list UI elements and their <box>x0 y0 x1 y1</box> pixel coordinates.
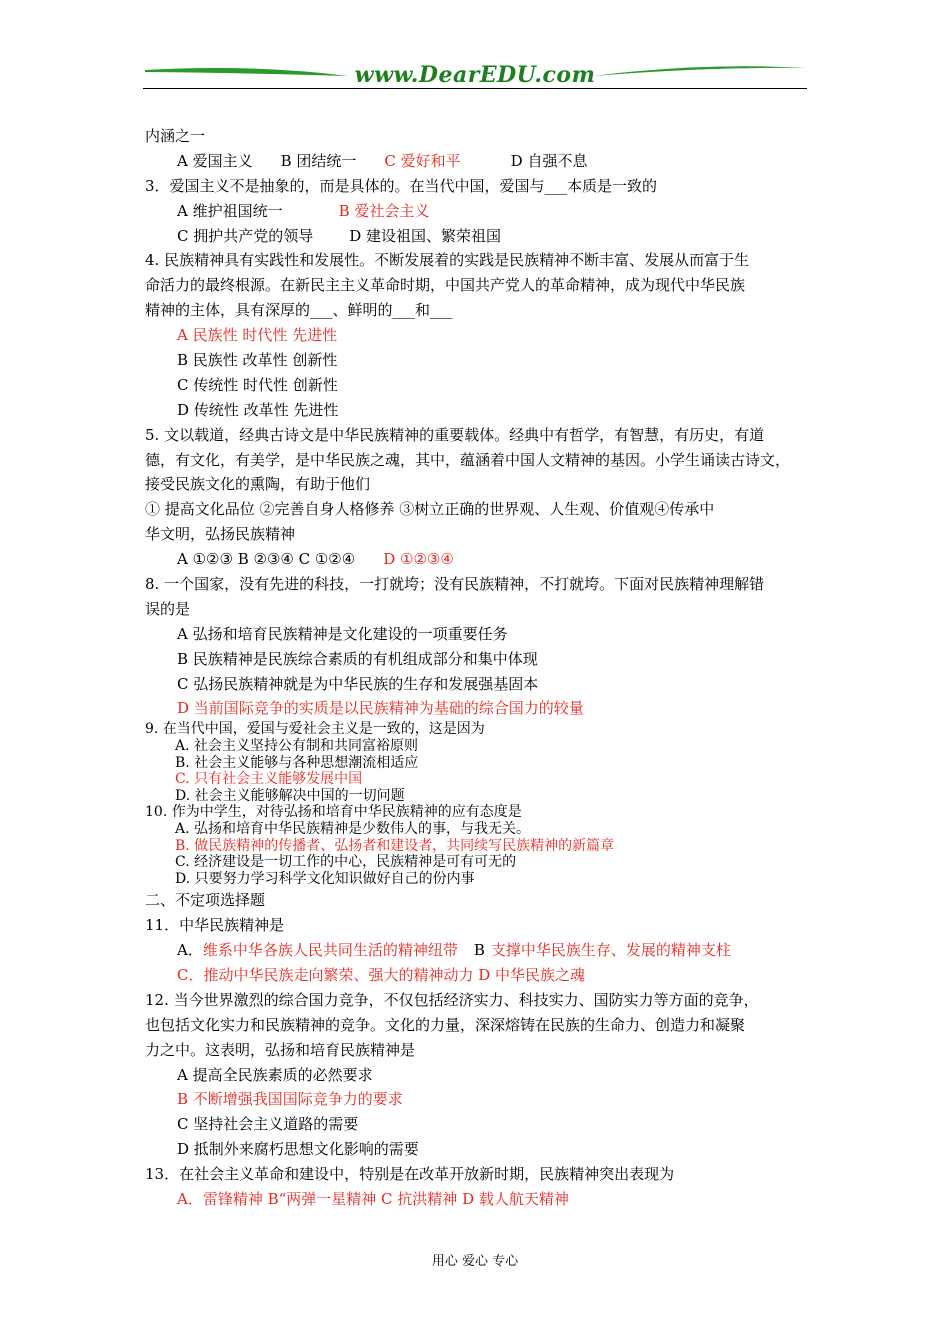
answer-option: D ①②③④ <box>383 550 454 569</box>
question-10: 10. 作为中学生，对待弘扬和培育中华民族精神的应有态度是 <box>145 804 522 821</box>
header-rule <box>143 88 807 89</box>
options-line <box>145 199 810 224</box>
option: A. 弘扬和培育中华民族精神是少数伟人的事，与我无关。 <box>175 820 531 837</box>
question-8: 8. 一个国家，没有先进的科技，一打就垮；没有民族精神，不打就垮。下面对民族精神理解错 <box>145 575 765 594</box>
text-line: 德，有文化，有美学，是中华民族之魂，其中，蕴涵着中国人文精神的基因。小学生诵读古诗文， <box>145 450 791 469</box>
options-line <box>145 224 810 249</box>
option: A ①②③ B ②③④ C ①②④ <box>177 550 356 569</box>
answer-option: 维系中华各族人民共同生活的精神纽带 <box>202 941 458 960</box>
option: C 坚持社会主义道路的需要 <box>177 1115 359 1134</box>
section-heading: 二、不定项选择题 <box>145 891 266 910</box>
text-line: 也包括文化实力和民族精神的竞争。文化的力量，深深熔铸在民族的生命力、创造力和凝聚 <box>145 1015 746 1034</box>
option: B 民族精神是民族综合素质的有机组成部分和集中体现 <box>177 649 538 668</box>
option: D 建设祖国、繁荣祖国 <box>349 226 502 245</box>
option: A 提高全民族素质的必然要求 <box>177 1065 373 1084</box>
option: A. 社会主义坚持公有制和共同富裕原则 <box>175 737 419 754</box>
option-letter: A． <box>177 941 203 960</box>
answer-option: A 民族性 时代性 先进性 <box>177 326 338 345</box>
question-12: 12. 当今世界激烈的综合国力竞争，不仅包括经济实力、科技实力、国防实力等方面的竞争， <box>145 990 759 1009</box>
text-line: 接受民族文化的熏陶，有助于他们 <box>145 475 371 494</box>
text-line: 力之中。这表明，弘扬和培育民族精神是 <box>145 1040 416 1059</box>
question-5: 5. 文以载道，经典古诗文是中华民族精神的重要载体。经典中有哲学，有智慧，有历史，有道 <box>145 425 765 444</box>
answer-option: B 爱社会主义 <box>338 201 430 220</box>
answer-option: C．推动中华民族走向繁荣、强大的精神动力 D 中华民族之魂 <box>177 965 586 984</box>
text-line: 内涵之一 <box>145 127 206 145</box>
option: D 传统性 改革性 先进性 <box>177 400 339 419</box>
question-4: 4. 民族精神具有实践性和发展性。不断发展着的实践是民族精神不断丰富、发展从而富于生 <box>145 251 750 270</box>
question-9: 9. 在当代中国，爱国与爱社会主义是一致的，这是因为 <box>145 721 485 738</box>
answer-option: 支撑中华民族生存、发展的精神支柱 <box>490 941 731 960</box>
option: D. 社会主义能够解决中国的一切问题 <box>175 787 405 804</box>
option: A 爱国主义 <box>177 151 253 170</box>
option: A 维护祖国统一 <box>177 201 283 220</box>
page-header <box>143 60 807 92</box>
question-3: 3．爱国主义不是抽象的，而是具体的。在当代中国，爱国与___本质是一致的 <box>145 176 658 195</box>
text-line: ① 提高文化品位 ②完善自身人格修养 ③树立正确的世界观、人生观、价值观④传承中 <box>145 500 715 519</box>
option: D 抵制外来腐朽思想文化影响的需要 <box>177 1140 419 1159</box>
options-line <box>145 547 810 572</box>
answer-option: C. 只有社会主义能够发展中国 <box>175 771 363 788</box>
options-line <box>145 938 810 963</box>
option-letter: B <box>473 941 485 960</box>
text-line: 命活力的最终根源。在新民主主义革命时期，中国共产党人的革命精神，成为现代中华民族 <box>145 276 746 295</box>
option: B 民族性 改革性 创新性 <box>177 351 338 370</box>
question-13: 13．在社会主义革命和建设中，特别是在改革开放新时期，民族精神突出表现为 <box>145 1165 675 1184</box>
page-footer: 用心 爱心 专心 <box>431 1254 519 1269</box>
document-body <box>145 124 810 1212</box>
question-11: 11．中华民族精神是 <box>145 916 285 935</box>
option: C 传统性 时代性 创新性 <box>177 375 338 394</box>
options-line <box>145 149 810 174</box>
option: B 团结统一 <box>280 151 357 170</box>
option: A 弘扬和培育民族精神是文化建设的一项重要任务 <box>177 624 508 643</box>
text-line: 华文明，弘扬民族精神 <box>145 525 296 544</box>
option: D 自强不息 <box>510 151 588 170</box>
text-line: 精神的主体，具有深厚的___、鲜明的___和___ <box>145 301 453 320</box>
option: B. 社会主义能够与各种思想潮流相适应 <box>175 754 419 771</box>
option: D. 只要努力学习科学文化知识做好自己的份内事 <box>175 870 475 887</box>
option: C. 经济建设是一切工作的中心，民族精神是可有可无的 <box>175 854 517 871</box>
option: C 拥护共产党的领导 <box>177 226 314 245</box>
answer-option: B 不断增强我国国际竞争力的要求 <box>177 1090 403 1109</box>
answer-option: D 当前国际竞争的实质是以民族精神为基础的综合国力的较量 <box>177 699 584 718</box>
site-logo[interactable]: www.DearEDU.com <box>354 62 596 88</box>
option: C 弘扬民族精神就是为中华民族的生存和发展强基固本 <box>177 674 539 693</box>
answer-option: A．雷锋精神 B“两弹一星精神 C 抗洪精神 D 载人航天精神 <box>177 1190 569 1208</box>
answer-option: C 爱好和平 <box>384 151 461 170</box>
answer-option: B. 做民族精神的传播者、弘扬者和建设者，共同续写民族精神的新篇章 <box>175 837 615 854</box>
text-line: 误的是 <box>145 599 191 618</box>
